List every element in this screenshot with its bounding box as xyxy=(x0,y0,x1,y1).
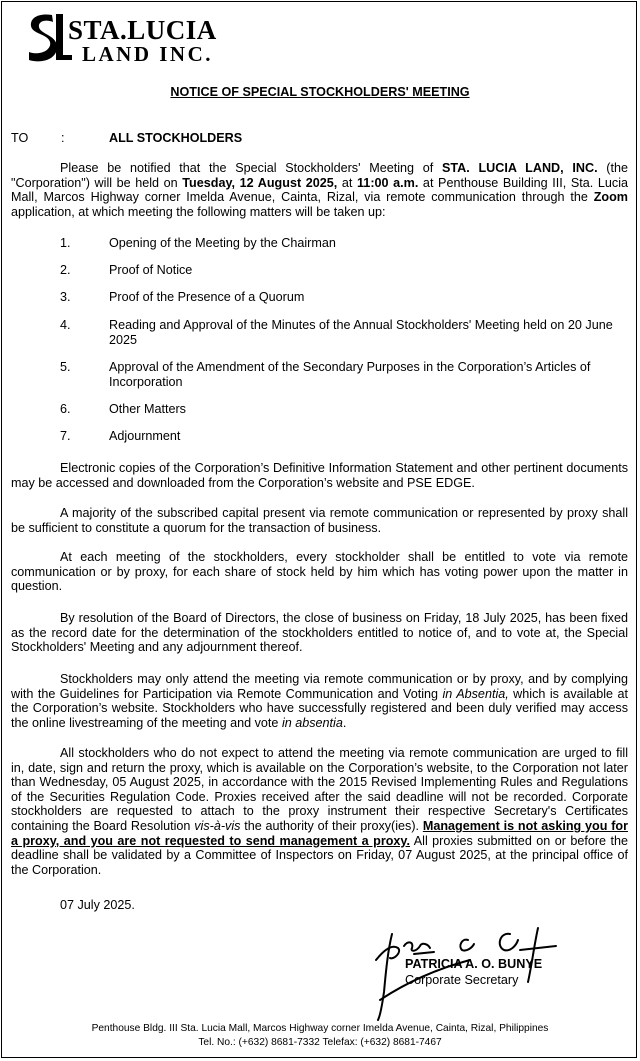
quorum-paragraph: A majority of the subscribed capital present via remote communication or represented by proxy shall be sufficient to constitute a quorum for the transaction of business. xyxy=(11,506,628,535)
footer-address: Penthouse Bldg. III Sta. Lucia Mall, Marcos Highway corner Imelda Avenue, Cainta, Rizal, Philippines xyxy=(91,1023,549,1034)
signatory-name: PATRICIA A. O. BUNYE xyxy=(405,957,543,971)
logo-text-line1: STA.LUCIA xyxy=(68,15,217,45)
meeting-time: 11:00 a.m. xyxy=(357,175,419,190)
proxy-paragraph: All stockholders who do not expect to attend the meeting via remote communication are urged to fill in, date, sign and return the proxy, which is available on the Corporation’s website, to the Corporation not later than Wednesday, 05 August 2025, in accordance with the 2015 Revised Implementing Rules and Regulations of the Securities Regulation Code. Proxies received after the said deadline will not be recorded. Corporate stockholders are requested to attach to the proxy instrument their respective Secretary's Certificates containing the Board Resolution vis-à-vis the authority of their proxy(ies). Management is not asking you for a proxy, and you are not requested to send management a proxy. All proxies submitted on or before the deadline shall be validated by a Committee of Inspectors on Friday, 07 August 2025, at the principal office of the Corporation. xyxy=(11,746,628,877)
company-logo xyxy=(26,12,266,68)
notice-date: 07 July 2025. xyxy=(60,898,135,912)
attendance-paragraph: Stockholders may only attend the meeting via remote communication or by proxy, and by complying with the Guidelines for Participation via Remote Communication and Voting in Absentia, which is available at the Corporation’s website. Stockholders who have successfully registered and been duly verified may access the online livestreaming of the meeting and vote in absentia. xyxy=(11,672,628,730)
agenda-number: 7. xyxy=(60,429,71,443)
meeting-date: Tuesday, 12 August 2025, xyxy=(182,175,338,190)
agenda-text: Proof of the Presence of a Quorum xyxy=(109,290,305,304)
voting-paragraph: At each meeting of the stockholders, every stockholder shall be entitled to vote via remote communication or by proxy, for each share of stock held by him which has voting power upon the matter in question. xyxy=(11,550,628,594)
to-colon: : xyxy=(61,131,65,145)
notice-title: NOTICE OF SPECIAL STOCKHOLDERS' MEETING xyxy=(170,85,470,99)
agenda-number: 1. xyxy=(60,236,71,250)
agenda-number: 4. xyxy=(60,318,71,332)
to-label: TO xyxy=(11,131,29,145)
agenda-text: Approval of the Amendment of the Secondary Purposes in the Corporation’s Articles of Incorporation xyxy=(109,360,591,389)
electronic-copies-paragraph: Electronic copies of the Corporation’s Definitive Information Statement and other pertinent documents may be accessed and downloaded from the Corporation’s website and PSE EDGE. xyxy=(11,461,628,490)
agenda-number: 3. xyxy=(60,290,71,304)
signatory-title: Corporate Secretary xyxy=(405,973,519,987)
company-name: STA. LUCIA LAND, INC. xyxy=(441,161,598,175)
agenda-number: 2. xyxy=(60,263,71,277)
agenda-text: Opening of the Meeting by the Chairman xyxy=(109,236,336,250)
agenda-text: Proof of Notice xyxy=(109,263,193,277)
proxy-notice: Management is not asking you for a proxy, and you are not requested to send management a proxy. xyxy=(11,818,628,848)
agenda-number: 5. xyxy=(60,360,71,374)
to-value: ALL STOCKHOLDERS xyxy=(109,131,243,145)
zoom-app: Zoom xyxy=(593,190,628,205)
footer-contact: Tel. No.: (+632) 8681-7332 Telefax: (+632) 8681-7467 xyxy=(198,1037,442,1048)
agenda-text: Adjournment xyxy=(109,429,181,443)
logo-text-line2: LAND INC. xyxy=(82,42,214,66)
agenda-text: Other Matters xyxy=(109,402,186,416)
intro-paragraph: Please be notified that the Special Stockholders' Meeting of STA. LUCIA LAND, INC. (the "Corporation") will be held on Tuesday, 12 August 2025, at 11:00 a.m. at Penthouse Building III, Sta. Lucia Mall, Marcos Highway corner Imelda Avenue, Cainta, Rizal, via remote communication through the Zoom application, at which meeting the following matters will be taken up: xyxy=(11,161,629,219)
record-date-paragraph: By resolution of the Board of Directors, the close of business on Friday, 18 July 2025, has been fixed as the record date for the determination of the stockholders entitled to notice of, and to vote at, the Special Stockholders' Meeting and any adjournment thereof. xyxy=(11,611,628,655)
logo-mark xyxy=(26,12,74,64)
agenda-number: 6. xyxy=(60,402,71,416)
agenda-text: Reading and Approval of the Minutes of the Annual Stockholders' Meeting held on 20 June 2025 xyxy=(109,318,613,347)
